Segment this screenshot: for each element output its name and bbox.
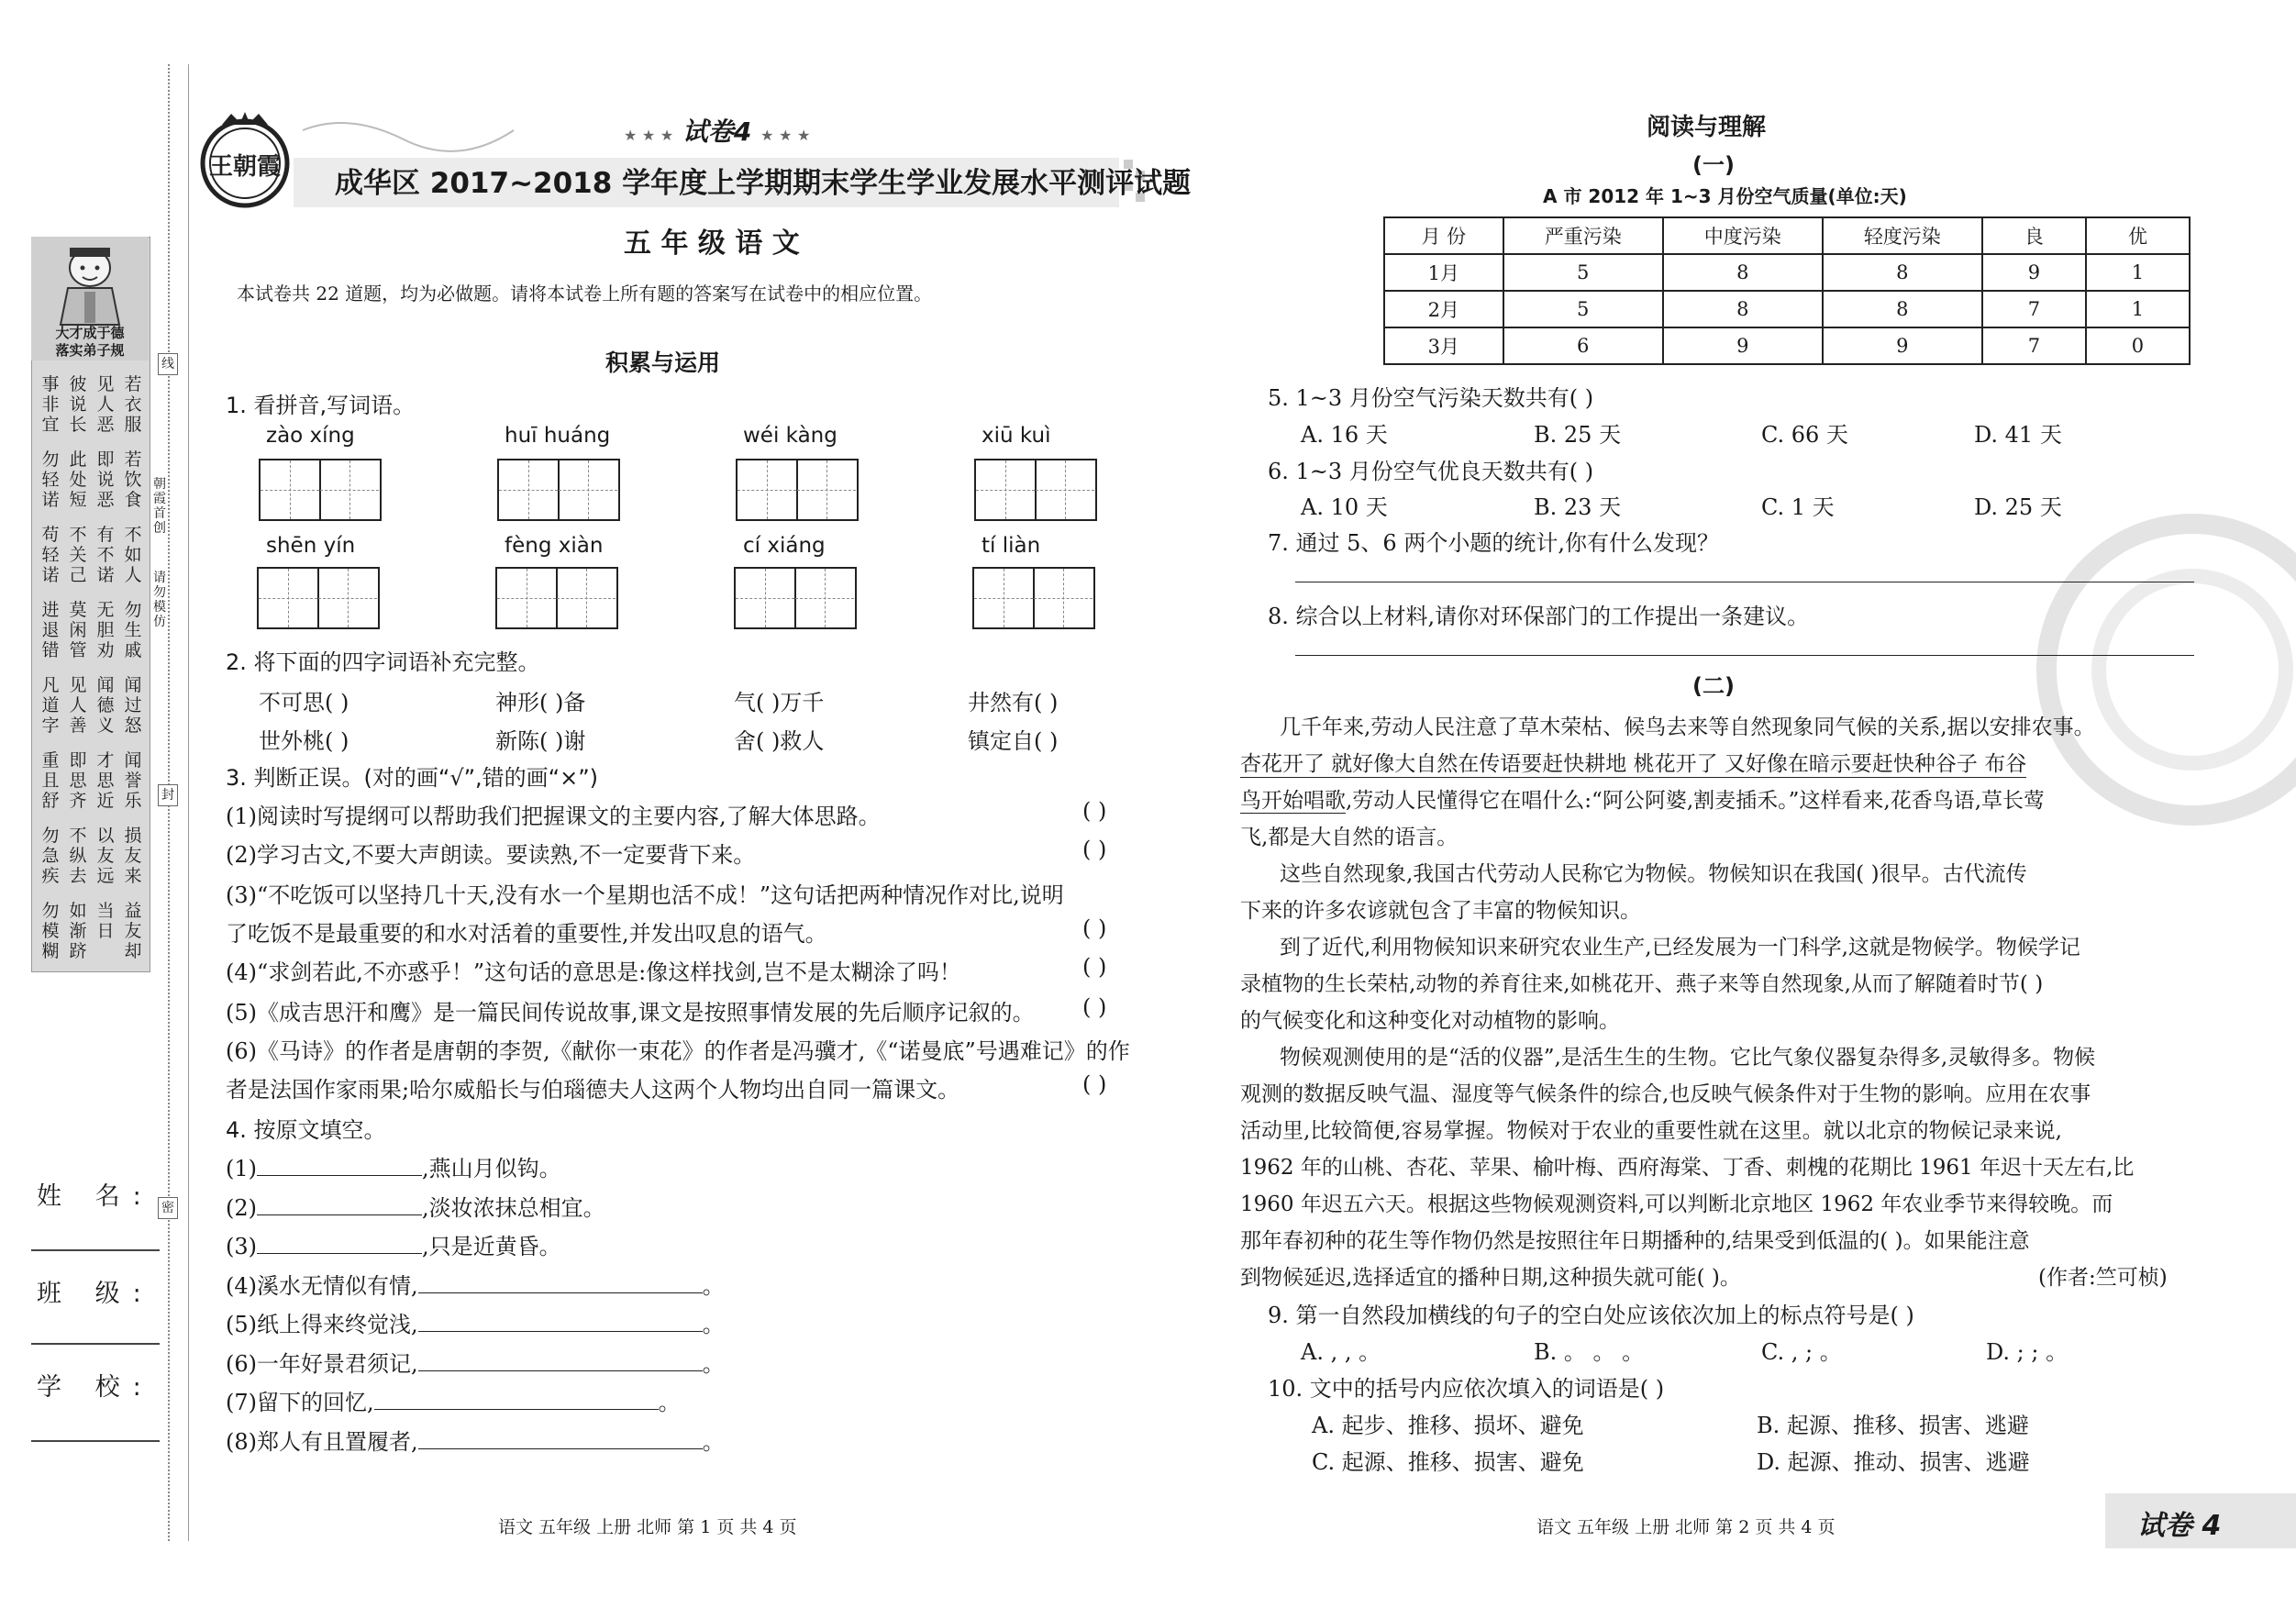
q9-option[interactable]: D. ; ; 。 — [1986, 1339, 2069, 1365]
stars-right: ★ ★ ★ — [760, 127, 811, 144]
passage-line: 飞,都是大自然的语言。 — [1240, 826, 1459, 849]
pinyin-label: shēn yín — [266, 534, 356, 558]
q5-label: 5. 1~3 月份空气污染天数共有( ) — [1268, 385, 1594, 411]
writing-grid[interactable] — [972, 567, 1095, 629]
vertical-note-2: 请勿模仿 — [153, 571, 166, 629]
motto-column: 益友却 — [124, 901, 142, 961]
motto-column: 如渐跻 — [69, 901, 87, 961]
q10-option[interactable]: A. 起步、推移、损坏、避免 — [1312, 1413, 1584, 1438]
poem-fill-blank[interactable] — [374, 1389, 659, 1410]
table-header-cell: 轻度污染 — [1823, 217, 1982, 254]
paper-tab-label: 试卷 4 — [2137, 1510, 2222, 1542]
poem-fill-line — [226, 1306, 725, 1338]
poem-fill-suffix: 。 — [702, 1428, 725, 1455]
q8-label: 8. 综合以上材料,请你对环保部门的工作提出一条建议。 — [1268, 604, 1810, 629]
passage-line: 到物候延迟,选择适宜的播种日期,这种损失就可能( )。 — [1240, 1266, 1741, 1290]
idiom-fill-item[interactable]: 世外桃( ) — [259, 728, 349, 754]
poem-fill-blank[interactable] — [418, 1272, 703, 1293]
writing-grid[interactable] — [734, 567, 857, 629]
idiom-fill-item[interactable]: 井然有( ) — [968, 690, 1059, 715]
motto-column: 若饮食 — [124, 449, 142, 510]
table-cell: 7 — [1982, 327, 2086, 364]
footer-left: 语文 五年级 上册 北师 第 1 页 共 4 页 — [498, 1517, 797, 1537]
motto-column: 勿轻诺 — [41, 449, 60, 510]
q5-option[interactable]: B. 25 天 — [1534, 422, 1622, 448]
motto-column: 彼说长 — [69, 374, 87, 435]
class-field-label: 班 级: — [37, 1280, 154, 1308]
pinyin-label: zào xíng — [266, 424, 355, 448]
poem-fill-prefix: (3) — [226, 1234, 257, 1259]
q5-option[interactable]: C. 66 天 — [1761, 422, 1848, 448]
motto-column: 莫闲管 — [69, 600, 87, 660]
bind-mark-line: 线 — [158, 353, 178, 375]
motto-column: 无胆劝 — [96, 600, 115, 660]
poem-fill-blank[interactable] — [257, 1233, 422, 1254]
q7-label: 7. 通过 5、6 两个小题的统计,你有什么发现？ — [1268, 530, 1719, 556]
name-field[interactable] — [31, 1249, 160, 1251]
idiom-fill-item[interactable]: 新陈( )谢 — [495, 728, 586, 754]
passage-line: 下来的许多农谚就包含了丰富的物候知识。 — [1240, 899, 1641, 923]
subject-title: 五 年 级 语 文 — [624, 227, 800, 260]
motto-column: 不如人 — [124, 525, 142, 585]
watermark-stamp — [2036, 514, 2296, 826]
poem-fill-prefix: (6)一年好景君须记, — [226, 1350, 418, 1377]
judgment-statement: 者是法国作家雨果;哈尔威船长与伯瑙德夫人这两个人物均出自同一篇课文。 — [226, 1077, 960, 1103]
table-header-row — [1384, 217, 2190, 254]
poem-fill-prefix: (2) — [226, 1194, 257, 1221]
underlined-sentence: 鸟开始唱歌 — [1240, 789, 1346, 813]
passage-line: 物候观测使用的是“活的仪器”,是活生生的生物。它比气象仪器复杂得多,灵敏得多。物候 — [1280, 1046, 2096, 1070]
table-cell: 7 — [1982, 291, 2086, 327]
table-cell: 1 — [2086, 291, 2190, 327]
motto-column: 凡道字 — [41, 675, 60, 736]
motto-column: 事非宜 — [41, 374, 60, 435]
q10-option[interactable]: D. 起源、推动、损害、逃避 — [1757, 1449, 2030, 1475]
poem-fill-prefix: (4)溪水无情似有情, — [226, 1272, 418, 1299]
motto-column: 闻过怒 — [124, 675, 142, 736]
poem-fill-line — [226, 1268, 725, 1300]
motto-column: 勿模糊 — [41, 901, 60, 961]
exam-title: 成华区 2017~2018 学年度上学期期末学生学业发展水平测评试题 — [335, 167, 1192, 200]
poem-fill-prefix: (8)郑人有且置履者, — [226, 1428, 418, 1455]
motto-column: 损友来 — [124, 826, 142, 886]
table-header-cell: 月 份 — [1384, 217, 1503, 254]
passage-line: 杏花开了 就好像大自然在传语要赶快耕地 桃花开了 又好像在暗示要赶快种谷子 布谷 — [1240, 747, 2026, 778]
poem-fill-prefix: (7)留下的回忆, — [226, 1390, 374, 1415]
q6-option[interactable]: D. 25 天 — [1974, 494, 2062, 520]
pinyin-label: cí xiáng — [743, 534, 826, 558]
part2-title: (二) — [1692, 673, 1735, 699]
writing-grid[interactable] — [495, 567, 618, 629]
passage-line: 几千年来,劳动人民注意了草木荣枯、候鸟去来等自然现象同气候的关系,据以安排农事。 — [1280, 715, 2095, 739]
poem-fill-line — [226, 1346, 725, 1378]
q10-option[interactable]: B. 起源、推移、损害、逃避 — [1757, 1413, 2029, 1438]
paper-number — [624, 112, 810, 149]
pinyin-label: wéi kàng — [743, 424, 837, 448]
judgment-statement: 了吃饭不是最重要的和水对活着的重要性,并发出叹息的语气。 — [226, 921, 827, 947]
motto-column: 闻誉乐 — [124, 750, 142, 811]
table-header-cell: 优 — [2086, 217, 2190, 254]
section-title-right: 阅读与理解 — [1647, 114, 1767, 141]
passage-text: ,劳动人民懂得它在唱什么:“阿公阿婆,割麦插禾。”这样看来,花香鸟语,草长莺 — [1346, 789, 2046, 813]
motto-column: 见人善 — [69, 675, 87, 736]
poem-fill-line — [226, 1150, 561, 1182]
q1-label: 1. 看拼音,写词语。 — [226, 393, 416, 418]
q4-label: 4. 按原文填空。 — [226, 1117, 386, 1143]
table-caption: A 市 2012 年 1~3 月份空气质量(单位:天) — [1543, 185, 1907, 207]
idiom-fill-item[interactable]: 神形( )备 — [495, 690, 586, 715]
judgment-answer-paren[interactable]: ( ) — [1082, 915, 1107, 941]
poem-fill-suffix: 。 — [702, 1312, 725, 1337]
q8-answer-line[interactable] — [1295, 655, 2194, 656]
passage-line: 那年春初种的花生等作物仍然是按照往年日期播种的,结果受到低温的( )。如果能注意 — [1240, 1229, 2030, 1253]
judgment-statement: (4)“求剑若此,不亦惑乎！”这句话的意思是:像这样找剑,岂不是太糊涂了吗！ — [226, 959, 961, 985]
poem-fill-blank[interactable] — [257, 1194, 422, 1215]
motto-column: 见人恶 — [96, 374, 115, 435]
table-cell: 9 — [1823, 327, 1982, 364]
poem-fill-prefix: (5)纸上得来终觉浅, — [226, 1312, 418, 1337]
motto-column: 闻德义 — [96, 675, 115, 736]
idiom-fill-item[interactable]: 镇定自( ) — [968, 728, 1059, 754]
motto-column: 才思近 — [96, 750, 115, 811]
poem-fill-blank[interactable] — [418, 1350, 703, 1371]
motto-column: 勿急疾 — [41, 826, 60, 886]
page-divider — [188, 64, 189, 1541]
poem-fill-suffix: 。 — [658, 1390, 681, 1415]
q5-option[interactable]: D. 41 天 — [1974, 422, 2062, 448]
q9-label: 9. 第一自然段加横线的句子的空白处应该依次加上的标点符号是( ) — [1268, 1303, 1914, 1328]
school-field-label: 学 校: — [37, 1373, 154, 1402]
judgment-statement: (1)阅读时写提纲可以帮助我们把握课文的主要内容,了解大体思路。 — [226, 804, 881, 829]
table-cell: 9 — [1982, 254, 2086, 291]
mascot-area — [31, 237, 149, 360]
section-title-left: 积累与运用 — [605, 349, 721, 376]
table-cell: 1月 — [1384, 254, 1503, 291]
judgment-answer-paren[interactable]: ( ) — [1082, 994, 1107, 1020]
motto-column: 以友远 — [96, 826, 115, 886]
passage-line: 活动里,比较简便,容易掌握。物候对于农业的重要性就在这里。就以北京的物候记录来说, — [1240, 1119, 2062, 1143]
judgment-statement: (5)《成吉思汗和鹰》是一篇民间传说故事,课文是按照事情发展的先后顺序记叙的。 — [226, 1000, 1035, 1026]
table-row — [1384, 254, 2190, 291]
judgment-answer-paren[interactable]: ( ) — [1082, 954, 1107, 980]
vertical-note-1: 朝霞首创 — [153, 477, 166, 536]
q5-option[interactable]: A. 16 天 — [1301, 422, 1388, 448]
motto-column: 勿生戚 — [124, 600, 142, 660]
judgment-statement: (6)《马诗》的作者是唐朝的李贺,《献你一束花》的作者是冯骥才,《“诺曼底”号遇难记》的作 — [226, 1038, 1130, 1064]
pinyin-label: fèng xiàn — [505, 534, 604, 558]
poem-fill-suffix: ,淡妆浓抹总相宜。 — [422, 1194, 605, 1221]
writing-grid[interactable] — [257, 567, 380, 629]
table-row — [1384, 291, 2190, 327]
passage-line: 这些自然现象,我国古代劳动人民称它为物候。物候知识在我国( )很早。古代流传 — [1280, 862, 2027, 886]
stars-left: ★ ★ ★ — [624, 127, 674, 144]
q3-label: 3. 判断正误。(对的画“√”,错的画“×”) — [226, 765, 599, 791]
motto-column: 不关己 — [69, 525, 87, 585]
judgment-answer-paren[interactable]: ( ) — [1082, 1071, 1107, 1097]
crown-logo-icon — [194, 110, 295, 211]
paper-label: 试卷4 — [682, 116, 752, 147]
paper-tab — [2105, 1493, 2296, 1548]
table-cell: 8 — [1823, 291, 1982, 327]
table-cell: 1 — [2086, 254, 2190, 291]
motto-column: 即说恶 — [96, 449, 115, 510]
mascot-icon — [31, 240, 149, 327]
motto-column: 苟轻诺 — [41, 525, 60, 585]
pinyin-label: xiū kuì — [982, 424, 1051, 448]
table-cell: 8 — [1663, 254, 1823, 291]
q6-option[interactable]: A. 10 天 — [1301, 494, 1388, 520]
idiom-fill-item[interactable]: 舍( )救人 — [734, 728, 825, 754]
school-field[interactable] — [31, 1440, 160, 1442]
q10-label: 10. 文中的括号内应依次填入的词语是( ) — [1268, 1376, 1665, 1402]
motto-column: 不纵去 — [69, 826, 87, 886]
poem-fill-suffix: 。 — [702, 1350, 725, 1377]
q9-option[interactable]: B. 。 。 。 — [1534, 1339, 1645, 1365]
motto-column: 此处短 — [69, 449, 87, 510]
writing-grid[interactable] — [259, 459, 382, 521]
motto-column: 当日 — [96, 901, 115, 941]
table-cell: 5 — [1503, 291, 1663, 327]
author-credit: (作者:竺可桢) — [2038, 1266, 2168, 1290]
logo-emblem — [194, 110, 295, 211]
idiom-fill-item[interactable]: 气( )万千 — [734, 690, 825, 715]
mascot-caption-2: 落实弟子规 — [55, 342, 125, 359]
poem-fill-suffix: 。 — [702, 1272, 725, 1299]
q2-label: 2. 将下面的四字词语补充完整。 — [226, 649, 540, 675]
poem-fill-prefix: (1) — [226, 1156, 257, 1181]
table-header-cell: 严重污染 — [1503, 217, 1663, 254]
instructions: 本试卷共 22 道题，均为必做题。请将本试卷上所有题的答案写在试卷中的相应位置。 — [237, 283, 933, 305]
writing-grid[interactable] — [736, 459, 859, 521]
table-cell: 9 — [1663, 327, 1823, 364]
table-cell: 8 — [1663, 291, 1823, 327]
svg-text:王朝霞: 王朝霞 — [208, 153, 282, 181]
passage-line: 1960 年迟五六天。根据这些物候观测资料,可以判断北京地区 1962 年农业季节来得较晚。而 — [1240, 1192, 2113, 1216]
footer-right: 语文 五年级 上册 北师 第 2 页 共 4 页 — [1536, 1517, 1836, 1537]
judgment-statement: (2)学习古文,不要大声朗读。要读熟,不一定要背下来。 — [226, 842, 756, 868]
passage-line: 观测的数据反映气温、湿度等气候条件的综合,也反映气候条件对于生物的影响。应用在农事 — [1240, 1082, 2091, 1106]
table-header-cell: 良 — [1982, 217, 2086, 254]
motto-column: 有不诺 — [96, 525, 115, 585]
pinyin-label: tí liàn — [982, 534, 1041, 558]
passage-line: 到了近代,利用物候知识来研究农业生产,已经发展为一门科学,这就是物候学。物候学记 — [1280, 936, 2080, 959]
writing-grid[interactable] — [974, 459, 1097, 521]
judgment-answer-paren[interactable]: ( ) — [1082, 798, 1107, 824]
judgment-answer-paren[interactable]: ( ) — [1082, 837, 1107, 862]
motto-column: 重且舒 — [41, 750, 60, 811]
table-cell: 5 — [1503, 254, 1663, 291]
table-cell: 8 — [1823, 254, 1982, 291]
motto-column: 进退错 — [41, 600, 60, 660]
table-cell: 0 — [2086, 327, 2190, 364]
mascot-caption-1: 大才成于德 — [55, 325, 125, 341]
judgment-statement: (3)“不吃饭可以坚持几十天,没有水一个星期也活不成！”这句话把两种情况作对比,说明 — [226, 882, 1064, 908]
poem-fill-line — [226, 1228, 561, 1260]
q9-option[interactable]: C. , ; 。 — [1761, 1339, 1842, 1365]
q9-option[interactable]: A. , , 。 — [1301, 1339, 1381, 1365]
air-quality-table — [1383, 216, 2191, 365]
motto-column: 若衣服 — [124, 374, 142, 435]
q6-label: 6. 1~3 月份空气优良天数共有( ) — [1268, 459, 1594, 484]
table-cell: 2月 — [1384, 291, 1503, 327]
part1-title: (一) — [1692, 152, 1735, 178]
name-field-label: 姓 名: — [37, 1182, 154, 1211]
passage-line: 的气候变化和这种变化对动植物的影响。 — [1240, 1009, 1620, 1033]
motto-column: 即思齐 — [69, 750, 87, 811]
poem-fill-blank[interactable] — [418, 1428, 703, 1449]
poem-fill-blank[interactable] — [257, 1155, 422, 1176]
passage-line: 录植物的生长荣枯,动物的养育往来,如桃花开、燕子来等自然现象,从而了解随着时节( ) — [1240, 972, 2044, 996]
poem-fill-suffix: ,燕山月似钩。 — [422, 1156, 561, 1181]
class-field[interactable] — [31, 1343, 160, 1345]
poem-fill-blank[interactable] — [418, 1311, 703, 1332]
table-row — [1384, 327, 2190, 364]
q6-option[interactable]: C. 1 天 — [1761, 494, 1835, 520]
poem-fill-line — [226, 1424, 725, 1456]
table-header-cell: 中度污染 — [1663, 217, 1823, 254]
poem-fill-line — [226, 1190, 605, 1222]
table-cell: 3月 — [1384, 327, 1503, 364]
pinyin-label: huī huáng — [505, 424, 611, 448]
poem-fill-line — [226, 1384, 681, 1416]
idiom-fill-item[interactable]: 不可思( ) — [259, 690, 349, 715]
table-cell: 6 — [1503, 327, 1663, 364]
bind-mark-secret: 密 — [158, 1197, 178, 1219]
q6-option[interactable]: B. 23 天 — [1534, 494, 1622, 520]
passage-line — [1240, 783, 2045, 814]
q10-option[interactable]: C. 起源、推移、损害、避免 — [1312, 1449, 1584, 1475]
passage-line: 1962 年的山桃、杏花、苹果、榆叶梅、西府海棠、丁香、刺槐的花期比 1961 年迟十天左右,比 — [1240, 1156, 2135, 1180]
bind-mark-seal: 封 — [158, 784, 178, 806]
poem-fill-suffix: ,只是近黄昏。 — [422, 1234, 561, 1259]
writing-grid[interactable] — [497, 459, 620, 521]
